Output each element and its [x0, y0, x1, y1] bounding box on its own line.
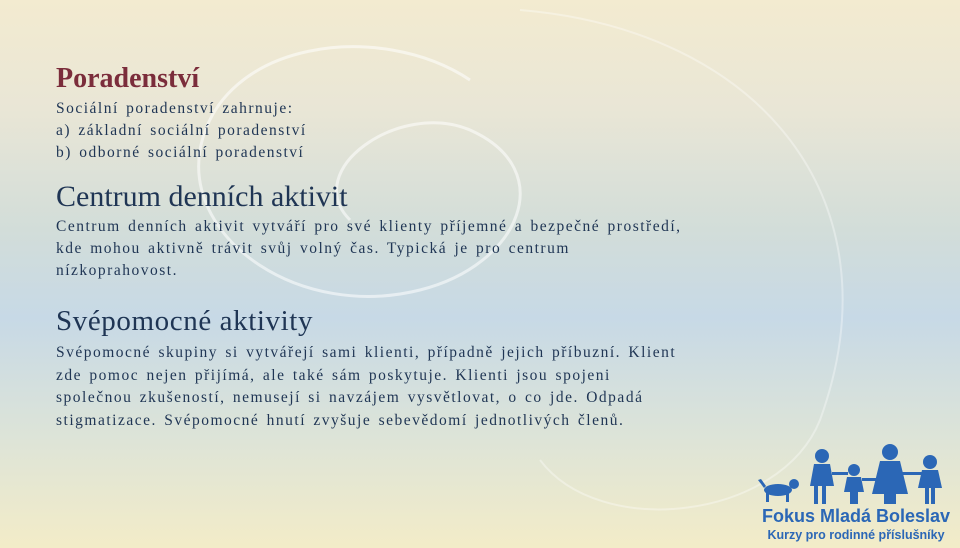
section-text-svepomocne [56, 342, 916, 432]
text-line: Centrum denních aktivit vytváří pro své klienty příjemné a bezpečné prostředí, [56, 218, 682, 235]
text-line: b) odborné sociální poradenství [56, 144, 305, 161]
text-line: stigmatizace. Svépomocné hnutí zvyšuje sebevědomí jednotlivých členů. [56, 411, 625, 429]
section-poradenstvi [56, 60, 916, 164]
text-line: společnou zkušeností, nemusejí si navzájem vysvětlovat, o co jde. Odpadá [56, 389, 644, 406]
text-line: nízkoprahovost. [56, 262, 178, 279]
text-line: zde pomoc nejen přijímá, ale také sám poskytuje. Klienti jsou spojeni [56, 366, 611, 384]
text-line: Sociální poradenství zahrnuje: [56, 100, 294, 117]
section-title-svepomocne: Svépomocné aktivity [56, 305, 314, 337]
logo-title: Fokus Mladá Boleslav [761, 506, 951, 526]
section-text-poradenstvi [56, 98, 916, 164]
section-centrum [56, 178, 916, 282]
main-content [56, 58, 916, 432]
logo-subtitle: Kurzy pro rodinné příslušníky [767, 528, 945, 542]
section-title-centrum: Centrum denních aktivit [56, 180, 348, 213]
section-title-poradenstvi: Poradenství [56, 63, 200, 94]
section-text-centrum [56, 216, 916, 282]
family-figures-icon [752, 442, 960, 506]
text-line: kde mohou aktivně trávit svůj volný čas. Typická je pro centrum [56, 240, 570, 257]
section-svepomocne [56, 302, 916, 432]
fokus-logo [752, 442, 960, 548]
text-line: a) základní sociální poradenství [56, 122, 307, 139]
text-line: Svépomocné skupiny si vytvářejí sami klienti, případně jejich příbuzní. Klient [56, 344, 677, 361]
